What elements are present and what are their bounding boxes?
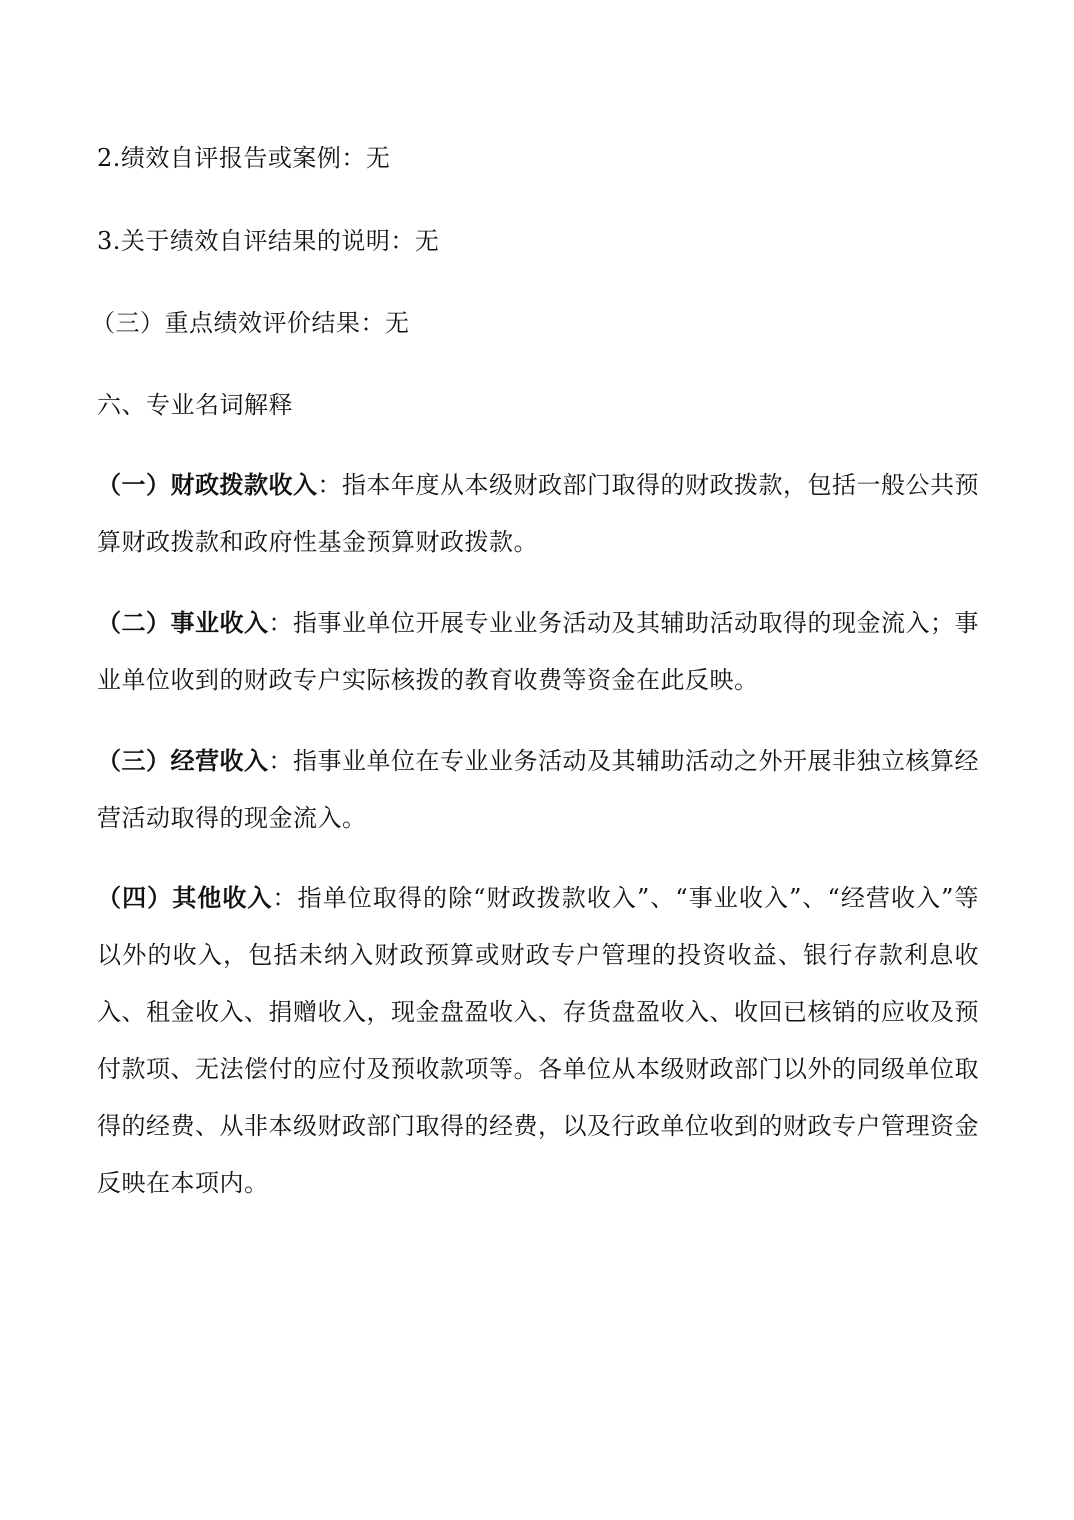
section-heading: 六、专业名词解释 (97, 391, 293, 419)
definition-2 (97, 594, 979, 709)
definition-4-text: ：指单位取得的除“财政拨款收入”、“事业收入”、“经营收入”等以外的收入，包括未纳入财政预算或财政专户管理的投资收益、银行存款利息收入、租金收入、捐赠收入，现金盘盈收入、存货盘盈收入、收回已核销的应收及预付款项、无法偿付的应付及预收款项等。各单位从本级财政部门以外的同级单位取得的经费、从非本级财政部门取得的经费，以及行政单位收到的财政专户管理资金反映在本项内。 (97, 884, 979, 1197)
definition-4-term: （四）其他收入 (97, 883, 273, 912)
definition-1 (97, 456, 979, 571)
item-2-text: 2.绩效自评报告或案例：无 (97, 144, 391, 172)
item-3-text: 3.关于绩效自评结果的说明：无 (97, 227, 440, 255)
definition-4 (97, 869, 979, 1212)
definition-2-text: ：指事业单位开展专业业务活动及其辅助活动取得的现金流入；事业单位收到的财政专户实际核拨的教育收费等资金在此反映。 (97, 609, 979, 694)
section-3-text: （三）重点绩效评价结果：无 (91, 309, 410, 337)
definition-3-term: （三）经营收入 (97, 746, 269, 775)
definition-3-text: ：指事业单位在专业业务活动及其辅助活动之外开展非独立核算经营活动取得的现金流入。 (97, 747, 979, 832)
definition-1-term: （一）财政拨款收入 (97, 470, 318, 499)
definition-2-term: （二）事业收入 (97, 608, 269, 637)
definition-3 (97, 732, 979, 847)
definition-1-text: ：指本年度从本级财政部门取得的财政拨款，包括一般公共预算财政拨款和政府性基金预算财政拨款。 (97, 471, 979, 556)
